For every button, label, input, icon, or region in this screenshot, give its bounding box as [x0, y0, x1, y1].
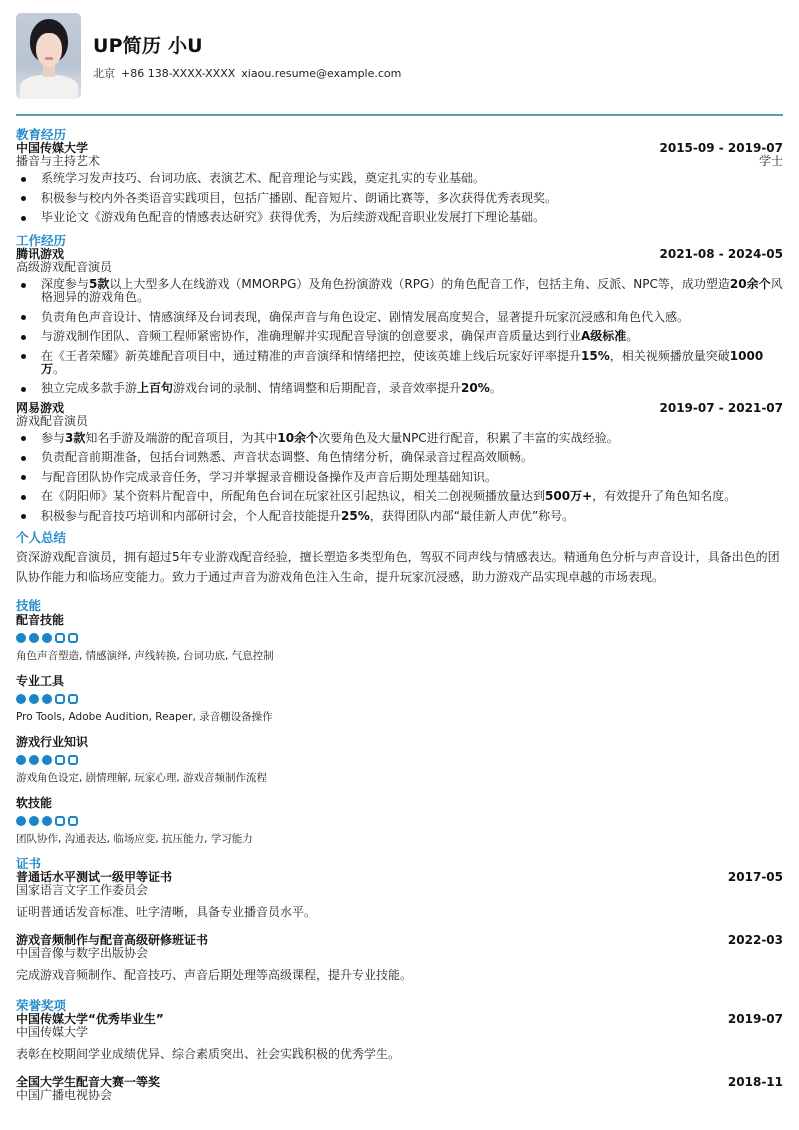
section-title-summary: 个人总结	[16, 529, 67, 545]
certificate-desc: 证明普通话发音标准、吐字清晰，具备专业播音员水平。	[16, 904, 317, 919]
empty-dot-icon	[68, 816, 78, 826]
skill-item	[16, 735, 783, 784]
filled-dot-icon	[16, 816, 26, 826]
certificate-name: 普通话水平测试一级甲等证书	[16, 869, 173, 884]
summary-section	[16, 531, 783, 587]
education-date: 2015-09 - 2019-07	[659, 141, 783, 155]
work-entry	[16, 402, 783, 523]
avatar	[16, 13, 81, 99]
section-title-skills: 技能	[16, 597, 42, 613]
skill-desc: Pro Tools, Adobe Audition, Reaper, 录音棚设备操作	[16, 710, 273, 723]
bullet-item: 参与3款知名手游及端游的配音项目，为其中10余个次要角色及大量NPC进行配音，积累了丰富的实战经验。	[16, 432, 783, 445]
bullet-item: 积极参与校内外各类语音实践项目，包括广播剧、配音短片、朗诵比赛等，多次获得优秀表现奖。	[16, 192, 783, 205]
work-entry	[16, 248, 783, 395]
company-name: 腾讯游戏	[16, 247, 65, 261]
major: 播音与主持艺术	[16, 154, 101, 168]
section-title-honors: 荣誉奖项	[16, 997, 67, 1013]
bullet-item: 深度参与5款以上大型多人在线游戏（MMORPG）及角色扮演游戏（RPG）的角色配音工作，包括主角、反派、NPC等，成功塑造20余个风格迥异的游戏角色。	[16, 278, 783, 304]
honor-desc: 表彰在校期间学业成绩优异、综合素质突出、社会实践积极的优秀学生。	[16, 1046, 401, 1061]
skill-desc: 游戏角色设定, 剧情理解, 玩家心理, 游戏音频制作流程	[16, 771, 268, 784]
honor-date: 2019-07	[727, 1011, 783, 1026]
job-role: 高级游戏配音演员	[16, 260, 113, 274]
filled-dot-icon	[42, 816, 52, 826]
empty-dot-icon	[68, 694, 78, 704]
bullet-item: 独立完成多款手游上百句游戏台词的录制、情绪调整和后期配音，录音效率提升20%。	[16, 382, 783, 395]
bullet-item: 系统学习发声技巧、台词功底、表演艺术、配音理论与实践，奠定扎实的专业基础。	[16, 172, 783, 185]
school-name: 中国传媒大学	[16, 141, 89, 155]
bullet-item: 负责角色声音设计、情感演绎及台词表现，确保声音与角色设定、剧情发展高度契合，显著提升玩家沉浸感和角色代入感。	[16, 311, 783, 324]
skill-item	[16, 674, 783, 723]
bullet-item: 积极参与配音技巧培训和内部研讨会，个人配音技能提升25%，获得团队内部“最佳新人声优”称号。	[16, 510, 783, 523]
certificate-date: 2017-05	[727, 869, 783, 884]
certificate-entry	[16, 934, 783, 982]
filled-dot-icon	[16, 694, 26, 704]
skill-item	[16, 796, 783, 845]
filled-dot-icon	[42, 755, 52, 765]
certificate-issuer: 中国音像与数字出版协会	[16, 945, 149, 960]
company-name: 网易游戏	[16, 400, 65, 415]
bullet-item: 与游戏制作团队、音频工程师紧密协作，准确理解并实现配音导演的创意要求，确保声音质量达到行业A级标准。	[16, 330, 783, 343]
honor-name: 中国传媒大学“优秀毕业生”	[16, 1011, 164, 1026]
honors-section	[16, 999, 783, 1102]
contact-email: xiaou.resume@example.com	[241, 66, 402, 80]
empty-dot-icon	[55, 755, 65, 765]
contact-line	[93, 66, 401, 81]
work-date: 2019-07 - 2021-07	[659, 400, 783, 415]
skill-desc: 团队协作, 沟通表达, 临场应变, 抗压能力, 学习能力	[16, 832, 253, 845]
honor-name: 全国大学生配音大赛一等奖	[16, 1074, 161, 1089]
honor-issuer: 中国广播电视协会	[16, 1087, 113, 1102]
empty-dot-icon	[55, 816, 65, 826]
certificates-section	[16, 857, 783, 982]
skills-list	[16, 613, 783, 845]
honor-date: 2018-11	[727, 1074, 783, 1089]
skill-level-dots	[16, 694, 783, 704]
education-entry	[16, 142, 783, 224]
skill-level-dots	[16, 755, 783, 765]
bullet-item: 负责配音前期准备，包括台词熟悉、声音状态调整、角色情绪分析，确保录音过程高效顺畅。	[16, 451, 783, 464]
bullet-item: 在《阴阳师》某个资料片配音中，所配角色台词在玩家社区引起热议，相关二创视频播放量达到500万+，有效提升了角色知名度。	[16, 490, 783, 503]
resume-header	[16, 0, 783, 116]
section-title-education: 教育经历	[16, 127, 67, 142]
filled-dot-icon	[16, 633, 26, 643]
degree: 学士	[758, 154, 783, 168]
certificate-desc: 完成游戏音频制作、配音技巧、声音后期处理等高级课程，提升专业技能。	[16, 967, 413, 982]
skills-section	[16, 599, 783, 845]
certificate-entry	[16, 871, 783, 919]
filled-dot-icon	[42, 633, 52, 643]
skill-name: 游戏行业知识	[16, 734, 89, 749]
work-section	[16, 234, 783, 523]
empty-dot-icon	[55, 633, 65, 643]
section-title-certificates: 证书	[16, 855, 42, 871]
skill-name: 配音技能	[16, 612, 65, 627]
section-title-work: 工作经历	[16, 233, 67, 248]
job-role: 游戏配音演员	[16, 413, 89, 428]
filled-dot-icon	[29, 816, 39, 826]
bullet-item: 毕业论文《游戏角色配音的情感表达研究》获得优秀，为后续游戏配音职业发展打下理论基础。	[16, 211, 783, 224]
empty-dot-icon	[68, 633, 78, 643]
work-date: 2021-08 - 2024-05	[659, 247, 783, 261]
certificate-name: 游戏音频制作与配音高级研修班证书	[16, 932, 209, 947]
skill-item	[16, 613, 783, 662]
skill-name: 软技能	[16, 795, 53, 810]
education-bullets	[16, 172, 783, 224]
honor-issuer: 中国传媒大学	[16, 1024, 89, 1039]
filled-dot-icon	[16, 755, 26, 765]
certificate-date: 2022-03	[727, 932, 783, 947]
filled-dot-icon	[29, 633, 39, 643]
skill-name: 专业工具	[16, 673, 65, 688]
education-section	[16, 128, 783, 224]
bullet-item: 与配音团队协作完成录音任务，学习并掌握录音棚设备操作及声音后期处理基础知识。	[16, 471, 783, 484]
work-bullets	[16, 432, 783, 523]
skill-level-dots	[16, 633, 783, 643]
candidate-name: UP简历 小U	[93, 35, 203, 57]
filled-dot-icon	[29, 755, 39, 765]
work-bullets	[16, 278, 783, 395]
filled-dot-icon	[42, 694, 52, 704]
contact-phone: +86 138-XXXX-XXXX	[121, 66, 236, 80]
skill-desc: 角色声音塑造, 情感演绎, 声线转换, 台词功底, 气息控制	[16, 649, 274, 662]
header-info	[93, 33, 401, 81]
honor-entry	[16, 1076, 783, 1102]
skill-level-dots	[16, 816, 783, 826]
certificate-issuer: 国家语言文字工作委员会	[16, 882, 149, 897]
bullet-item: 在《王者荣耀》新英雄配音项目中，通过精准的声音演绎和情绪把控，使该英雄上线后玩家好评率提升15%，相关视频播放量突破1000万。	[16, 350, 783, 376]
honor-entry	[16, 1013, 783, 1061]
filled-dot-icon	[29, 694, 39, 704]
contact-city: 北京	[93, 66, 115, 80]
empty-dot-icon	[55, 694, 65, 704]
summary-text: 资深游戏配音演员，拥有超过5年专业游戏配音经验，擅长塑造多类型角色，驾驭不同声线与情感表达。精通角色分析与声音设计，具备出色的团队协作能力和临场应变能力。致力于通过声音为游戏角色注入生命，提升玩家沉浸感，助力游戏产品实现卓越的市场表现。	[16, 549, 780, 584]
empty-dot-icon	[68, 755, 78, 765]
